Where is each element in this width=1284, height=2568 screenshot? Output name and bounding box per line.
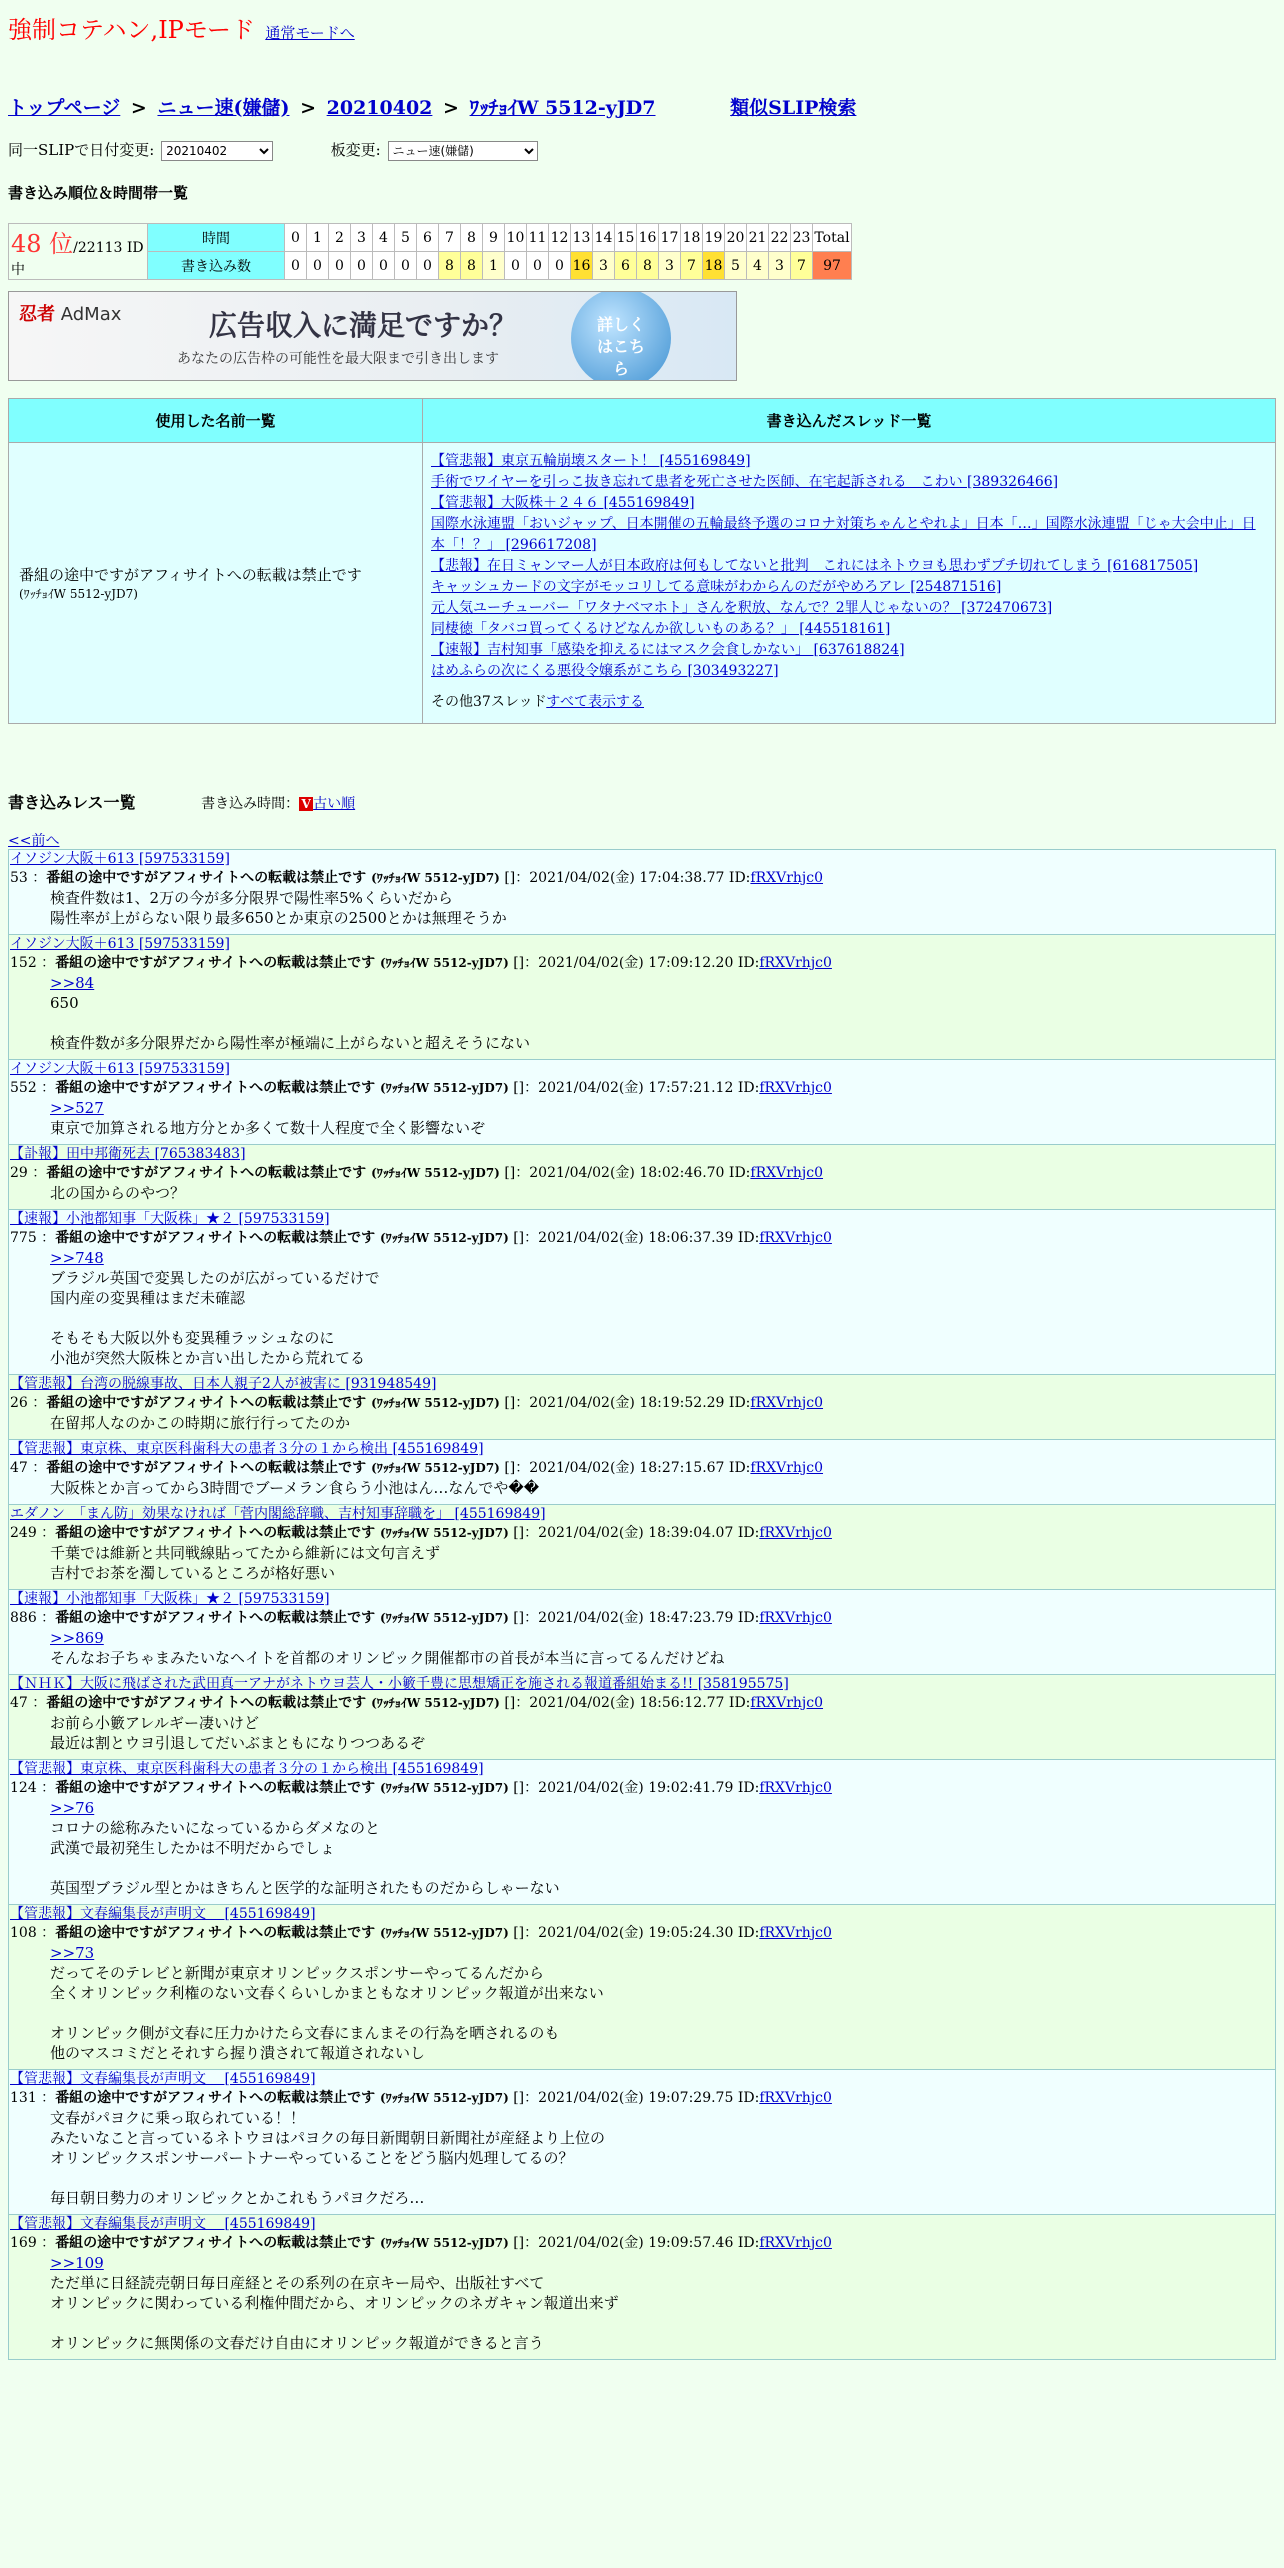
more-threads: その他37スレッドすべて表示する — [431, 694, 644, 710]
post-id-label: ID: — [737, 2235, 760, 2251]
post-body — [9, 1798, 1275, 1898]
breadcrumb-slip-link[interactable]: ﾜｯﾁｮｲW 5512-yJD7 — [469, 97, 656, 119]
post-id-link[interactable]: fRXVrhjc0 — [759, 1525, 832, 1541]
threads-column-header: 書き込んだスレッド一覧 — [423, 399, 1276, 443]
hour-count: 7 — [681, 252, 703, 280]
post-thread-link[interactable]: 【管悲報】文春編集長が声明文 [455169849] — [10, 2216, 316, 2232]
post-author: 番組の途中ですがアフィサイトへの転載は禁止です (ﾜｯﾁｮｲW 5512-yJD7) — [46, 1695, 500, 1711]
post-meta: 47 ：番組の途中ですがアフィサイトへの転載は禁止です (ﾜｯﾁｮｲW 5512-yJD7) []：2021/04/02(金) 18:56:12.77 ID:fRXVrhjc0 — [10, 1695, 824, 1711]
post-body — [9, 1628, 1275, 1668]
hour-count: 0 — [549, 252, 571, 280]
post-text: お前ら小籔アレルギー凄いけど 最近は割とウヨ引退してだいぶまともになりつつあるぞ — [50, 1714, 426, 1752]
thread-link[interactable]: 【速報】吉村知事「感染を抑えるにはマスク会食しかない」 [637618824] — [431, 642, 905, 658]
post-thread-link[interactable]: 【速報】小池都知事「大阪株」★２ [597533159] — [10, 1591, 330, 1607]
hour-header: 10 — [505, 224, 527, 252]
reslist-heading: 書き込みレス一覧 — [8, 793, 136, 812]
post-id-link[interactable]: fRXVrhjc0 — [750, 1695, 824, 1711]
post-text: 在留邦人なのかこの時期に旅行行ってたのか — [50, 1414, 351, 1432]
post-text: 東京で加算される地方分とか多くて数十人程度で全く影響ないぞ — [50, 1119, 486, 1137]
names-column-header: 使用した名前一覧 — [9, 399, 423, 443]
post-time: 2021/04/02(金) 18:27:15.67 — [529, 1460, 725, 1476]
post-item — [8, 1760, 1276, 1905]
post-number: 886 — [10, 1610, 37, 1626]
hour-header: 5 — [395, 224, 417, 252]
post-anchor-link[interactable]: >>73 — [50, 1944, 95, 1962]
thread-link[interactable]: キャッシュカードの文字がモッコリしてる意味がわからんのだがやめろアレ [254871516] — [431, 579, 1002, 595]
selector-row — [8, 139, 538, 161]
post-author: 番組の途中ですがアフィサイトへの転載は禁止です (ﾜｯﾁｮｲW 5512-yJD7) — [55, 2090, 509, 2106]
post-number: 47 — [10, 1695, 28, 1711]
hour-count: 3 — [593, 252, 615, 280]
post-id-label: ID: — [737, 1080, 760, 1096]
post-body — [9, 1248, 1275, 1368]
hour-header: 2 — [329, 224, 351, 252]
total-count: 97 — [813, 252, 852, 280]
post-number: 775 — [10, 1230, 37, 1246]
post-time: 2021/04/02(金) 18:19:52.29 — [529, 1395, 725, 1411]
post-number: 124 — [10, 1780, 37, 1796]
post-mail: [] — [504, 1165, 516, 1181]
reslist-heading-row — [8, 790, 355, 813]
thread-link[interactable]: 元人気ユーチューバー「ワタナベマホト」さんを釈放、なんで？2罪人じゃないの？ [372470673] — [431, 600, 1053, 616]
ad-subtext: あなたの広告枠の可能性を最大限まで引き出します — [177, 351, 499, 367]
post-thread-link[interactable]: 【訃報】田中邦衛死去 [765383483] — [10, 1146, 246, 1162]
thread-link[interactable]: 手術でワイヤーを引っこ抜き忘れて患者を死亡させた医師、在宅起訴される こわい [389326466] — [431, 474, 1059, 490]
post-author: 番組の途中ですがアフィサイトへの転載は禁止です (ﾜｯﾁｮｲW 5512-yJD7) — [55, 1080, 509, 1096]
hour-header: 23 — [791, 224, 813, 252]
hour-count: 5 — [725, 252, 747, 280]
hour-count: 0 — [417, 252, 439, 280]
post-time: 2021/04/02(金) 19:05:24.30 — [538, 1925, 734, 1941]
post-time: 2021/04/02(金) 18:02:46.70 — [529, 1165, 725, 1181]
thread-link[interactable]: 【悲報】在日ミャンマー人が日本政府は何もしてないと批判 これにはネトウヨも思わずプチ切れてしまう [616817505] — [431, 558, 1199, 574]
post-author: 番組の途中ですがアフィサイトへの転載は禁止です (ﾜｯﾁｮｲW 5512-yJD7) — [46, 1165, 500, 1181]
post-id-label: ID: — [728, 1165, 751, 1181]
hour-count: 0 — [285, 252, 307, 280]
breadcrumb-top-link[interactable]: トップページ — [8, 97, 121, 119]
post-thread-link[interactable]: イソジン大阪＋613 [597533159] — [10, 1061, 230, 1077]
post-meta: 131 ：番組の途中ですがアフィサイトへの転載は禁止です (ﾜｯﾁｮｲW 5512-yJD7) []：2021/04/02(金) 19:07:29.75 ID:fRXVrhjc0 — [10, 2090, 832, 2106]
post-body — [9, 1098, 1275, 1138]
hour-header: 11 — [527, 224, 549, 252]
post-id-link[interactable]: fRXVrhjc0 — [759, 1925, 832, 1941]
post-meta: 775 ：番組の途中ですがアフィサイトへの転載は禁止です (ﾜｯﾁｮｲW 5512-yJD7) []：2021/04/02(金) 18:06:37.39 ID:fRXVrhjc0 — [10, 1230, 832, 1246]
hour-header: 15 — [615, 224, 637, 252]
post-id-link[interactable]: fRXVrhjc0 — [750, 1165, 824, 1181]
post-time: 2021/04/02(金) 17:04:38.77 — [529, 870, 725, 886]
post-mail: [] — [513, 1230, 525, 1246]
hour-header: 17 — [659, 224, 681, 252]
sort-oldest-link[interactable]: 古い順 — [313, 796, 356, 812]
post-thread-link[interactable]: 【管悲報】文春編集長が声明文 [455169849] — [10, 2071, 316, 2087]
post-meta: 152 ：番組の途中ですがアフィサイトへの転載は禁止です (ﾜｯﾁｮｲW 5512-yJD7) []：2021/04/02(金) 17:09:12.20 ID:fRXVrhjc0 — [10, 955, 832, 971]
post-text: 650 検査件数が多分限界だから陽性率が極端に上がらないと超えそうにない — [50, 994, 531, 1052]
post-id-link[interactable]: fRXVrhjc0 — [750, 870, 824, 886]
normal-mode-link[interactable]: 通常モードへ — [265, 24, 355, 42]
post-meta: 53 ：番組の途中ですがアフィサイトへの転載は禁止です (ﾜｯﾁｮｲW 5512-yJD7) []：2021/04/02(金) 17:04:38.77 ID:fRXVrhjc0 — [10, 870, 824, 886]
hour-header: 12 — [549, 224, 571, 252]
hour-count: 8 — [439, 252, 461, 280]
post-time: 2021/04/02(金) 18:39:04.07 — [538, 1525, 734, 1541]
post-meta: 26 ：番組の途中ですがアフィサイトへの転載は禁止です (ﾜｯﾁｮｲW 5512-yJD7) []：2021/04/02(金) 18:19:52.29 ID:fRXVrhjc0 — [10, 1395, 824, 1411]
post-item — [8, 2215, 1276, 2360]
post-id-link[interactable]: fRXVrhjc0 — [759, 955, 832, 971]
hour-count: 6 — [615, 252, 637, 280]
post-body — [9, 1478, 1275, 1498]
breadcrumb-separator: > — [443, 97, 459, 119]
post-list — [8, 849, 1276, 2360]
hour-count: 8 — [461, 252, 483, 280]
post-anchor-link[interactable]: >>109 — [50, 2254, 104, 2272]
post-text: 文春がパヨクに乗っ取られている！！ みたいなこと言っているネトウヨはパヨクの毎日新聞朝日新聞社が産経より上位の オリンピックスポンサーパートナーやっていることをどう脳内処理してるの？ 毎日朝日勢力のオリンピックとかこれもうパヨクだろ… — [50, 2109, 606, 2207]
hour-count: 0 — [527, 252, 549, 280]
post-body — [9, 1943, 1275, 2063]
hour-count: 0 — [307, 252, 329, 280]
date-change-label: 同一SLIPで日付変更: — [8, 141, 155, 159]
post-id-label: ID: — [737, 1780, 760, 1796]
post-text: 千葉では維新と共同戦線貼ってたから維新には文句言えず 吉村でお茶を濁しているところが格好悪い — [50, 1544, 441, 1582]
hour-header: 18 — [681, 224, 703, 252]
post-author: 番組の途中ですがアフィサイトへの転載は禁止です (ﾜｯﾁｮｲW 5512-yJD7) — [55, 1610, 509, 1626]
post-author: 番組の途中ですがアフィサイトへの転載は禁止です (ﾜｯﾁｮｲW 5512-yJD7) — [55, 2235, 509, 2251]
post-number: 26 — [10, 1395, 28, 1411]
hour-header: 4 — [373, 224, 395, 252]
hour-header: 9 — [483, 224, 505, 252]
hour-header: 19 — [703, 224, 725, 252]
post-id-label: ID: — [728, 1460, 751, 1476]
post-item — [8, 1440, 1276, 1505]
post-time: 2021/04/02(金) 17:57:21.12 — [538, 1080, 734, 1096]
post-anchor-link[interactable]: >>76 — [50, 1799, 95, 1817]
hour-header: 3 — [351, 224, 373, 252]
page-header — [8, 10, 355, 45]
post-thread-link[interactable]: 【速報】小池都知事「大阪株」★２ [597533159] — [10, 1211, 330, 1227]
post-time: 2021/04/02(金) 17:09:12.20 — [538, 955, 734, 971]
post-text: だってそのテレビと新聞が東京オリンピックスポンサーやってるんだから 全くオリンピック利権のない文春くらいしかまともなオリンピック報道が出来ない オリンピック側が文春に圧力かけたら文春にまんまその行為を晒されるのも 他のマスコミだとそれすら握り潰されて報道されないし — [50, 1964, 604, 2062]
post-time: 2021/04/02(金) 18:06:37.39 — [538, 1230, 734, 1246]
post-item — [8, 1675, 1276, 1760]
names-threads-table — [8, 398, 1276, 724]
similar-slip-search-link[interactable]: 類似SLIP検索 — [730, 97, 857, 119]
post-author: 番組の途中ですがアフィサイトへの転載は禁止です (ﾜｯﾁｮｲW 5512-yJD7) — [55, 1230, 509, 1246]
post-mail: [] — [504, 1695, 516, 1711]
hour-header: 20 — [725, 224, 747, 252]
post-mail: [] — [513, 1525, 525, 1541]
post-id-link[interactable]: fRXVrhjc0 — [759, 2090, 832, 2106]
hour-count: 0 — [373, 252, 395, 280]
post-item — [8, 1905, 1276, 2070]
hour-count: 0 — [329, 252, 351, 280]
ad-logo: 忍者 AdMax — [19, 304, 122, 325]
rank-total-ids: /22113 ID中 — [11, 240, 144, 278]
post-item — [8, 1505, 1276, 1590]
post-id-label: ID: — [737, 2090, 760, 2106]
hour-header: 0 — [285, 224, 307, 252]
post-author: 番組の途中ですがアフィサイトへの転載は禁止です (ﾜｯﾁｮｲW 5512-yJD7) — [55, 1525, 509, 1541]
board-change-label: 板変更: — [330, 141, 381, 159]
post-anchor-link[interactable]: >>84 — [50, 974, 95, 992]
post-item — [8, 1210, 1276, 1375]
hour-header: 14 — [593, 224, 615, 252]
post-thread-link[interactable]: イソジン大阪＋613 [597533159] — [10, 936, 230, 952]
post-id-link[interactable]: fRXVrhjc0 — [750, 1395, 824, 1411]
hour-header: 1 — [307, 224, 329, 252]
post-id-link[interactable]: fRXVrhjc0 — [750, 1460, 824, 1476]
hour-header: 16 — [637, 224, 659, 252]
hour-header: 21 — [747, 224, 769, 252]
post-text: ブラジル英国で変異したのが広がっているだけで 国内産の変異種はまだ未確認 そもそも大阪以外も変異種ラッシュなのに 小池が突然大阪株とか言い出したから荒れてる — [50, 1269, 380, 1367]
post-id-label: ID: — [728, 1695, 751, 1711]
hour-header: 6 — [417, 224, 439, 252]
post-body — [9, 1543, 1275, 1583]
show-all-threads-link[interactable]: すべて表示する — [546, 694, 644, 710]
post-thread-link[interactable]: イソジン大阪＋613 [597533159] — [10, 851, 230, 867]
post-mail: [] — [513, 1925, 525, 1941]
post-id-label: ID: — [737, 955, 760, 971]
thread-list — [431, 451, 1267, 682]
sort-v-icon: V — [299, 797, 313, 811]
post-mail: [] — [513, 2090, 525, 2106]
post-id-link[interactable]: fRXVrhjc0 — [759, 1610, 832, 1626]
post-number: 552 — [10, 1080, 37, 1096]
post-time: 2021/04/02(金) 19:07:29.75 — [538, 2090, 734, 2106]
post-item — [8, 1590, 1276, 1675]
post-mail: [] — [504, 870, 516, 886]
hour-header: 13 — [571, 224, 593, 252]
post-anchor-link[interactable]: >>869 — [50, 1629, 104, 1647]
post-text: 北の国からのやつ？ — [50, 1184, 186, 1202]
hour-count: 1 — [483, 252, 505, 280]
post-meta: 886 ：番組の途中ですがアフィサイトへの転載は禁止です (ﾜｯﾁｮｲW 5512-yJD7) []：2021/04/02(金) 18:47:23.79 ID:fRXVrhjc0 — [10, 1610, 832, 1626]
post-number: 131 — [10, 2090, 37, 2106]
post-number: 249 — [10, 1525, 37, 1541]
ad-details-button[interactable]: 詳しくはこちら — [571, 291, 671, 381]
post-item — [8, 849, 1276, 935]
post-author: 番組の途中ですがアフィサイトへの転載は禁止です (ﾜｯﾁｮｲW 5512-yJD7) — [55, 1780, 509, 1796]
board-select[interactable] — [388, 141, 538, 161]
thread-link[interactable]: はめふらの次にくる悪役令嬢系がこちら [303493227] — [431, 663, 779, 679]
breadcrumb — [8, 93, 856, 120]
post-mail: [] — [513, 1780, 525, 1796]
ad-banner[interactable] — [8, 291, 737, 381]
hour-count: 3 — [659, 252, 681, 280]
hour-count: 8 — [637, 252, 659, 280]
post-id-label: ID: — [737, 1610, 760, 1626]
post-number: 53 — [10, 870, 28, 886]
post-mail: [] — [504, 1395, 516, 1411]
post-body — [9, 1713, 1275, 1753]
post-anchor-link[interactable]: >>748 — [50, 1249, 104, 1267]
post-text: 大阪株とか言ってから3時間でブーメラン食らう小池はん…なんでや�� — [50, 1479, 540, 1497]
post-text: そんなお子ちゃまみたいなヘイトを首都のオリンピック開催都市の首長が本当に言ってるんだけどね — [50, 1649, 725, 1667]
hour-header: 22 — [769, 224, 791, 252]
hour-count: 7 — [791, 252, 813, 280]
post-thread-link[interactable]: 【管悲報】東京株、東京医科歯科大の患者３分の１から検出 [455169849] — [10, 1761, 484, 1777]
post-thread-link[interactable]: エダノン 「まん防」効果なければ「菅内閣総辞職、吉村知事辞職を」 [455169849] — [10, 1506, 546, 1522]
post-item — [8, 935, 1276, 1060]
total-header: Total — [813, 224, 852, 252]
post-meta: 108 ：番組の途中ですがアフィサイトへの転載は禁止です (ﾜｯﾁｮｲW 5512-yJD7) []：2021/04/02(金) 19:05:24.30 ID:fRXVrhjc0 — [10, 1925, 832, 1941]
post-text: コロナの総称みたいになっているからダメなのと 武漢で最初発生したかは不明だからでしょ 英国型ブラジル型とかはきちんと医学的な証明されたものだからしゃーない — [50, 1819, 560, 1897]
post-author: 番組の途中ですがアフィサイトへの転載は禁止です (ﾜｯﾁｮｲW 5512-yJD7) — [46, 1460, 500, 1476]
breadcrumb-board-link[interactable]: ニュー速(嫌儲) — [157, 97, 290, 119]
post-body — [9, 1183, 1275, 1203]
post-time: 2021/04/02(金) 18:56:12.77 — [529, 1695, 725, 1711]
post-number: 152 — [10, 955, 37, 971]
sort-order: 書き込み時間： V 古い順 — [201, 796, 356, 812]
post-item — [8, 1145, 1276, 1210]
post-meta: 124 ：番組の途中ですがアフィサイトへの転載は禁止です (ﾜｯﾁｮｲW 5512-yJD7) []：2021/04/02(金) 19:02:41.79 ID:fRXVrhjc0 — [10, 1780, 832, 1796]
used-name: 番組の途中ですがアフィサイトへの転載は禁止です — [19, 566, 362, 584]
thread-link[interactable]: 【管悲報】大阪株＋２４６ [455169849] — [431, 495, 695, 511]
post-id-link[interactable]: fRXVrhjc0 — [759, 1080, 832, 1096]
post-id-label: ID: — [737, 1525, 760, 1541]
names-cell — [9, 443, 423, 724]
ranking-table — [8, 223, 852, 280]
post-body — [9, 973, 1275, 1053]
post-thread-link[interactable]: 【ＮＨＫ】大阪に飛ばされた武田真一アナがネトウヨ芸人・小籔千豊に思想矯正を施される報道番組始まる!! [358195575] — [10, 1676, 789, 1692]
hour-count: 18 — [703, 252, 725, 280]
post-mail: [] — [513, 1080, 525, 1096]
used-name-trip: (ﾜｯﾁｮｲW 5512-yJD7) — [19, 587, 138, 601]
post-author: 番組の途中ですがアフィサイトへの転載は禁止です (ﾜｯﾁｮｲW 5512-yJD7) — [55, 1925, 509, 1941]
post-time: 2021/04/02(金) 19:09:57.46 — [538, 2235, 734, 2251]
post-id-link[interactable]: fRXVrhjc0 — [759, 1780, 832, 1796]
post-meta: 47 ：番組の途中ですがアフィサイトへの転載は禁止です (ﾜｯﾁｮｲW 5512-yJD7) []：2021/04/02(金) 18:27:15.67 ID:fRXVrhjc0 — [10, 1460, 824, 1476]
time-label: 時間 — [148, 224, 285, 252]
post-number: 47 — [10, 1460, 28, 1476]
hour-count: 0 — [351, 252, 373, 280]
prev-page-link[interactable]: <<前へ — [8, 833, 60, 849]
post-thread-link[interactable]: 【管悲報】台湾の脱線事故、日本人親子2人が被害に [931948549] — [10, 1376, 437, 1392]
breadcrumb-separator: > — [300, 97, 316, 119]
post-id-label: ID: — [728, 1395, 751, 1411]
post-body — [9, 2108, 1275, 2208]
post-author: 番組の途中ですがアフィサイトへの転載は禁止です (ﾜｯﾁｮｲW 5512-yJD7) — [46, 1395, 500, 1411]
breadcrumb-separator: > — [130, 97, 147, 119]
post-number: 108 — [10, 1925, 37, 1941]
post-item — [8, 1375, 1276, 1440]
breadcrumb-date-link[interactable]: 20210402 — [326, 97, 433, 119]
ranking-heading: 書き込み順位＆時間帯一覧 — [8, 184, 189, 202]
post-mail: [] — [513, 2235, 525, 2251]
hour-count: 0 — [395, 252, 417, 280]
hour-count: 16 — [571, 252, 593, 280]
post-body — [9, 1413, 1275, 1433]
date-select[interactable] — [161, 141, 273, 161]
post-body — [9, 888, 1275, 928]
post-thread-link[interactable]: 【管悲報】東京株、東京医科歯科大の患者３分の１から検出 [455169849] — [10, 1441, 484, 1457]
thread-link[interactable]: 同棲徳「タバコ買ってくるけどなんか欲しいものある？」 [445518161] — [431, 621, 891, 637]
post-author: 番組の途中ですがアフィサイトへの転載は禁止です (ﾜｯﾁｮｲW 5512-yJD7) — [55, 955, 509, 971]
post-id-link[interactable]: fRXVrhjc0 — [759, 2235, 832, 2251]
post-time: 2021/04/02(金) 18:47:23.79 — [538, 1610, 734, 1626]
post-thread-link[interactable]: 【管悲報】文春編集長が声明文 [455169849] — [10, 1906, 316, 1922]
post-id-label: ID: — [737, 1230, 760, 1246]
post-meta: 552 ：番組の途中ですがアフィサイトへの転載は禁止です (ﾜｯﾁｮｲW 5512-yJD7) []：2021/04/02(金) 17:57:21.12 ID:fRXVrhjc0 — [10, 1080, 832, 1096]
post-text: 検査件数は1、2万の今が多分限界で陽性率5%くらいだから 陽性率が上がらない限り最多650とか東京の2500とかは無理そうか — [50, 889, 507, 927]
post-meta: 169 ：番組の途中ですがアフィサイトへの転載は禁止です (ﾜｯﾁｮｲW 5512-yJD7) []：2021/04/02(金) 19:09:57.46 ID:fRXVrhjc0 — [10, 2235, 832, 2251]
post-mail: [] — [504, 1460, 516, 1476]
post-anchor-link[interactable]: >>527 — [50, 1099, 104, 1117]
post-item — [8, 2070, 1276, 2215]
post-id-label: ID: — [728, 870, 751, 886]
thread-link[interactable]: 【管悲報】東京五輪崩壊スタート！ [455169849] — [431, 453, 751, 469]
post-id-label: ID: — [737, 1925, 760, 1941]
post-author: 番組の途中ですがアフィサイトへの転載は禁止です (ﾜｯﾁｮｲW 5512-yJD7) — [46, 870, 500, 886]
post-id-link[interactable]: fRXVrhjc0 — [759, 1230, 832, 1246]
post-meta: 29 ：番組の途中ですがアフィサイトへの転載は禁止です (ﾜｯﾁｮｲW 5512-yJD7) []：2021/04/02(金) 18:02:46.70 ID:fRXVrhjc0 — [10, 1165, 824, 1181]
hour-count: 4 — [747, 252, 769, 280]
post-time: 2021/04/02(金) 19:02:41.79 — [538, 1780, 734, 1796]
post-item — [8, 1060, 1276, 1145]
thread-link[interactable]: 国際水泳連盟「おいジャップ、日本開催の五輪最終予選のコロナ対策ちゃんとやれよ」日本「…」国際水泳連盟「じゃ大会中止」日本「！？」 [296617208] — [431, 516, 1256, 553]
threads-cell — [423, 443, 1276, 724]
post-mail: [] — [513, 955, 525, 971]
hour-header: 8 — [461, 224, 483, 252]
count-label: 書き込み数 — [148, 252, 285, 280]
page-title: 強制コテハン,IPモード — [8, 16, 255, 44]
rank-cell — [9, 224, 148, 280]
hour-header: 7 — [439, 224, 461, 252]
post-body — [9, 2253, 1275, 2353]
post-mail: [] — [513, 1610, 525, 1626]
post-meta: 249 ：番組の途中ですがアフィサイトへの転載は禁止です (ﾜｯﾁｮｲW 5512-yJD7) []：2021/04/02(金) 18:39:04.07 ID:fRXVrhjc0 — [10, 1525, 832, 1541]
rank-value: 48 位 — [11, 230, 74, 258]
post-number: 169 — [10, 2235, 37, 2251]
ad-headline: 広告収入に満足ですか？ — [209, 309, 518, 342]
hour-count: 0 — [505, 252, 527, 280]
post-text: ただ単に日経読売朝日毎日産経とその系列の在京キー局や、出版社すべて オリンピックに関わっている利権仲間だから、オリンピックのネガキャン報道出来ず オリンピックに無関係の文春だけ自由にオリンピック報道ができると言う — [50, 2274, 619, 2352]
hour-count: 3 — [769, 252, 791, 280]
post-number: 29 — [10, 1165, 28, 1181]
